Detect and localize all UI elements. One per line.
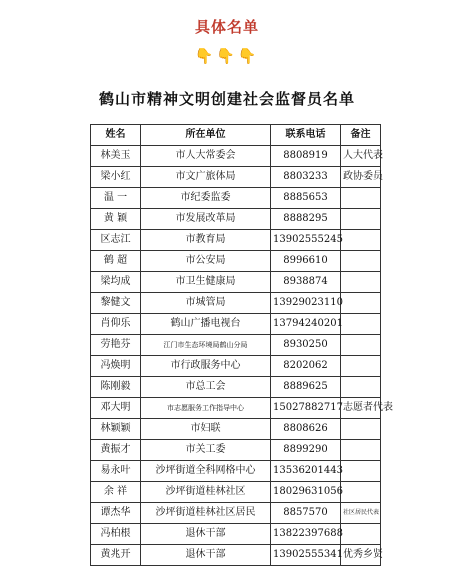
name-cell: 黄振才 (91, 440, 141, 461)
note-cell (341, 314, 381, 335)
unit-cell: 沙坪街道桂林社区 (141, 482, 271, 503)
table-row (91, 356, 381, 377)
phone-cell: 18029631056 (271, 482, 341, 503)
note-cell (341, 419, 381, 440)
note-cell (341, 209, 381, 230)
note-cell (341, 251, 381, 272)
note-cell (341, 482, 381, 503)
table-row (91, 293, 381, 314)
table-row (91, 377, 381, 398)
phone-cell: 8857570 (271, 503, 341, 524)
page-heading: 具体名单 (194, 18, 259, 36)
note-cell: 社区居民代表 (341, 503, 381, 524)
unit-cell: 市纪委监委 (141, 188, 271, 209)
note-cell (341, 293, 381, 314)
phone-cell: 15027882717 (271, 398, 341, 419)
table-row (91, 335, 381, 356)
table-row (91, 461, 381, 482)
unit-cell: 市人大常委会 (141, 146, 271, 167)
phone-cell: 8899290 (271, 440, 341, 461)
phone-cell: 8889625 (271, 377, 341, 398)
note-cell (341, 440, 381, 461)
phone-cell: 8996610 (271, 251, 341, 272)
unit-cell: 市关工委 (141, 440, 271, 461)
table-row (91, 545, 381, 566)
table-row (91, 188, 381, 209)
unit-cell: 鹤山广播电视台 (141, 314, 271, 335)
unit-cell: 市总工会 (141, 377, 271, 398)
table-row (91, 167, 381, 188)
note-cell: 志愿者代表 (341, 398, 381, 419)
phone-cell: 8930250 (271, 335, 341, 356)
name-cell: 温 一 (91, 188, 141, 209)
name-cell: 黄 颖 (91, 209, 141, 230)
table-row (91, 503, 381, 524)
supervisor-roster-table (90, 124, 393, 566)
table-row (91, 524, 381, 545)
note-cell (341, 524, 381, 545)
name-cell: 陈刚毅 (91, 377, 141, 398)
unit-cell: 市志愿服务工作指导中心 (141, 398, 271, 419)
name-cell: 黎健文 (91, 293, 141, 314)
unit-cell: 江门市生态环境局鹤山分局 (141, 335, 271, 356)
name-cell: 易永叶 (91, 461, 141, 482)
column-header-phone: 联系电话 (271, 125, 341, 146)
table-row (91, 209, 381, 230)
note-cell: 政协委员 (341, 167, 381, 188)
table-row (91, 419, 381, 440)
column-header-name: 姓名 (91, 125, 141, 146)
phone-cell: 8888295 (271, 209, 341, 230)
table-row (91, 398, 381, 419)
phone-cell: 13902555341 (271, 545, 341, 566)
unit-cell: 市公安局 (141, 251, 271, 272)
name-cell: 林颖颖 (91, 419, 141, 440)
note-cell (341, 230, 381, 251)
table-header-row (91, 125, 381, 146)
phone-cell: 13794240201 (271, 314, 341, 335)
unit-cell: 市妇联 (141, 419, 271, 440)
phone-cell: 8885653 (271, 188, 341, 209)
unit-cell: 市发展改革局 (141, 209, 271, 230)
phone-cell: 13902555245 (271, 230, 341, 251)
name-cell: 冯柏根 (91, 524, 141, 545)
note-cell (341, 335, 381, 356)
name-cell: 区志江 (91, 230, 141, 251)
name-cell: 余 祥 (91, 482, 141, 503)
unit-cell: 沙坪街道桂林社区居民 (141, 503, 271, 524)
column-header-note: 备注 (341, 125, 381, 146)
unit-cell: 退休干部 (141, 545, 271, 566)
name-cell: 邓大明 (91, 398, 141, 419)
unit-cell: 市教育局 (141, 230, 271, 251)
note-cell (341, 356, 381, 377)
column-header-unit: 所在单位 (141, 125, 271, 146)
name-cell: 鹤 超 (91, 251, 141, 272)
name-cell: 肖仰乐 (91, 314, 141, 335)
phone-cell: 8938874 (271, 272, 341, 293)
note-cell (341, 461, 381, 482)
document-title: 鹤山市精神文明创建社会监督员名单 (98, 90, 355, 108)
unit-cell: 退休干部 (141, 524, 271, 545)
name-cell: 谭杰华 (91, 503, 141, 524)
unit-cell: 市卫生健康局 (141, 272, 271, 293)
table-row (91, 440, 381, 461)
note-cell (341, 188, 381, 209)
unit-cell: 沙坪街道全科网格中心 (141, 461, 271, 482)
table-row (91, 272, 381, 293)
name-cell: 冯焕明 (91, 356, 141, 377)
note-cell (341, 377, 381, 398)
name-cell: 黄兆开 (91, 545, 141, 566)
note-cell (341, 272, 381, 293)
name-cell: 梁均成 (91, 272, 141, 293)
table-row (91, 146, 381, 167)
phone-cell: 13929023110 (271, 293, 341, 314)
phone-cell: 8808919 (271, 146, 341, 167)
phone-cell: 8808626 (271, 419, 341, 440)
note-cell: 优秀乡贤 (341, 545, 381, 566)
unit-cell: 市文广旅体局 (141, 167, 271, 188)
name-cell: 梁小红 (91, 167, 141, 188)
name-cell: 劳艳芬 (91, 335, 141, 356)
phone-cell: 13822397688 (271, 524, 341, 545)
unit-cell: 市城管局 (141, 293, 271, 314)
note-cell: 人大代表 (341, 146, 381, 167)
table-row (91, 230, 381, 251)
unit-cell: 市行政服务中心 (141, 356, 271, 377)
table-row (91, 251, 381, 272)
name-cell: 林美玉 (91, 146, 141, 167)
phone-cell: 13536201443 (271, 461, 341, 482)
table-row (91, 482, 381, 503)
table-row (91, 314, 381, 335)
pointing-down-hands-icon: 👇👇👇 (194, 47, 260, 65)
table-body (91, 146, 393, 566)
phone-cell: 8803233 (271, 167, 341, 188)
phone-cell: 8202062 (271, 356, 341, 377)
